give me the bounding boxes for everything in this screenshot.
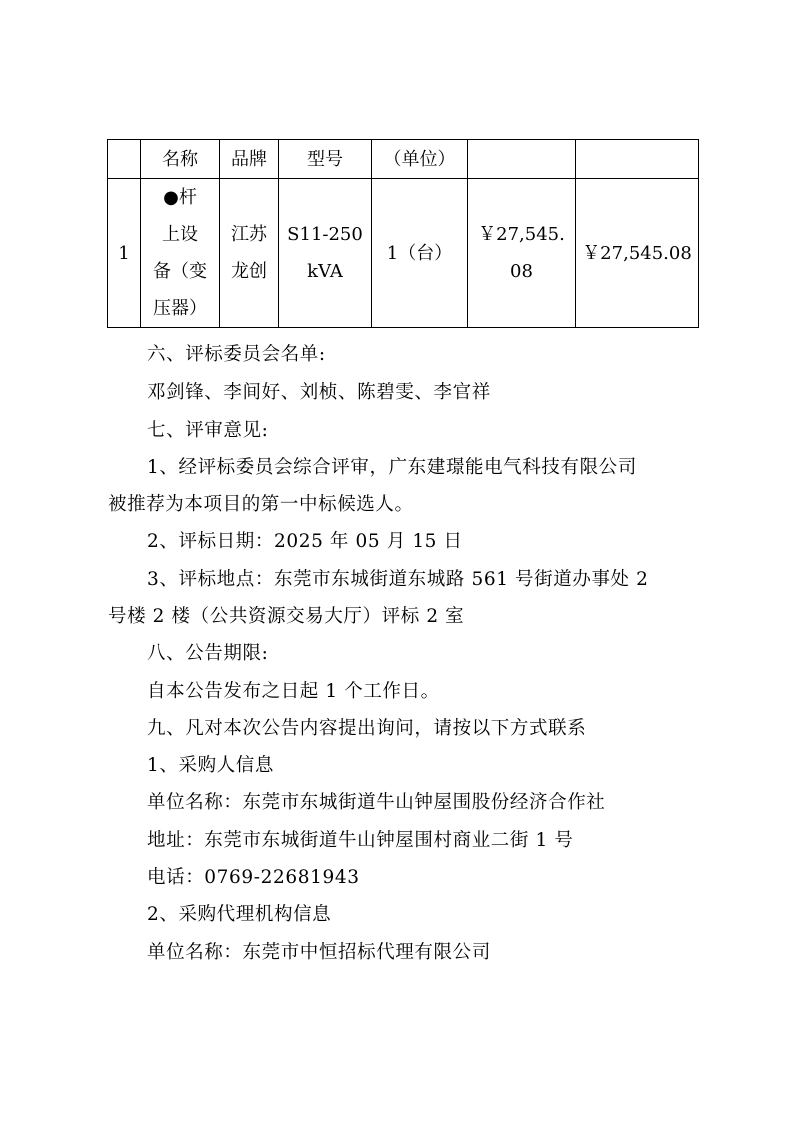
notice-period: 自本公告发布之日起 1 个工作日。: [147, 681, 440, 702]
row-quantity: 1（台）: [372, 179, 468, 328]
row-total-price: ￥27,545.08: [576, 179, 699, 328]
row-unit-price: [468, 179, 576, 328]
purchaser-name: 单位名称：东莞市东城街道牛山钟屋围股份经济合作社: [147, 792, 606, 813]
item-name-line: 压器）: [153, 298, 207, 319]
row-brand: [220, 179, 279, 328]
opinion-paragraph-line: 1、经评标委员会综合评审，广东建璟能电气科技有限公司: [147, 457, 637, 478]
row-model: [279, 179, 372, 328]
header-cell-unit: （单位）: [372, 140, 468, 179]
agency-name: 单位名称：东莞市中恒招标代理有限公司: [147, 942, 491, 963]
agency-info-heading: 2、采购代理机构信息: [147, 904, 332, 925]
header-cell-model: 型号: [279, 140, 372, 179]
header-cell-brand: 品牌: [220, 140, 279, 179]
table-header-row: [108, 140, 699, 179]
award-table: [107, 139, 699, 328]
section-heading-period: 八、公告期限:: [147, 643, 269, 664]
section-heading-contact: 九、凡对本次公告内容提出询问，请按以下方式联系: [147, 718, 587, 739]
row-item-name: [141, 179, 220, 328]
item-name-line: 上设: [162, 224, 198, 245]
section-heading-committee: 六、评标委员会名单:: [147, 344, 326, 365]
header-cell-unit-price: [468, 140, 576, 179]
brand-line: 江苏: [231, 224, 267, 245]
opinion-paragraph-line: 被推荐为本项目的第一中标候选人。: [108, 494, 414, 515]
table-row: [108, 179, 699, 328]
committee-members: 邓剑锋、李间好、刘桢、陈碧雯、李官祥: [147, 382, 491, 403]
item-name-line: ●杆: [163, 187, 197, 208]
brand-line: 龙创: [231, 261, 267, 282]
header-cell-name: 名称: [141, 140, 220, 179]
unit-price-line: 08: [510, 261, 533, 282]
purchaser-address: 地址：东莞市东城街道牛山钟屋围村商业二街 1 号: [147, 830, 574, 851]
purchaser-phone: 电话：0769-22681943: [147, 867, 360, 888]
evaluation-date: 2、评标日期：2025 年 05 月 15 日: [147, 531, 463, 552]
unit-price-line: ￥27,545.: [478, 224, 565, 245]
evaluation-location-line: 号楼 2 楼（公共资源交易大厅）评标 2 室: [108, 606, 465, 627]
row-index: 1: [108, 179, 141, 328]
evaluation-location-line: 3、评标地点：东莞市东城街道东城路 561 号街道办事处 2: [147, 569, 649, 590]
model-line: kVA: [307, 261, 343, 282]
section-heading-opinion: 七、评审意见:: [147, 420, 269, 441]
model-line: S11-250: [287, 224, 363, 245]
item-name-line: 备（变: [153, 261, 207, 282]
header-cell-index: [108, 140, 141, 179]
purchaser-info-heading: 1、采购人信息: [147, 755, 274, 776]
header-cell-total: [576, 140, 699, 179]
